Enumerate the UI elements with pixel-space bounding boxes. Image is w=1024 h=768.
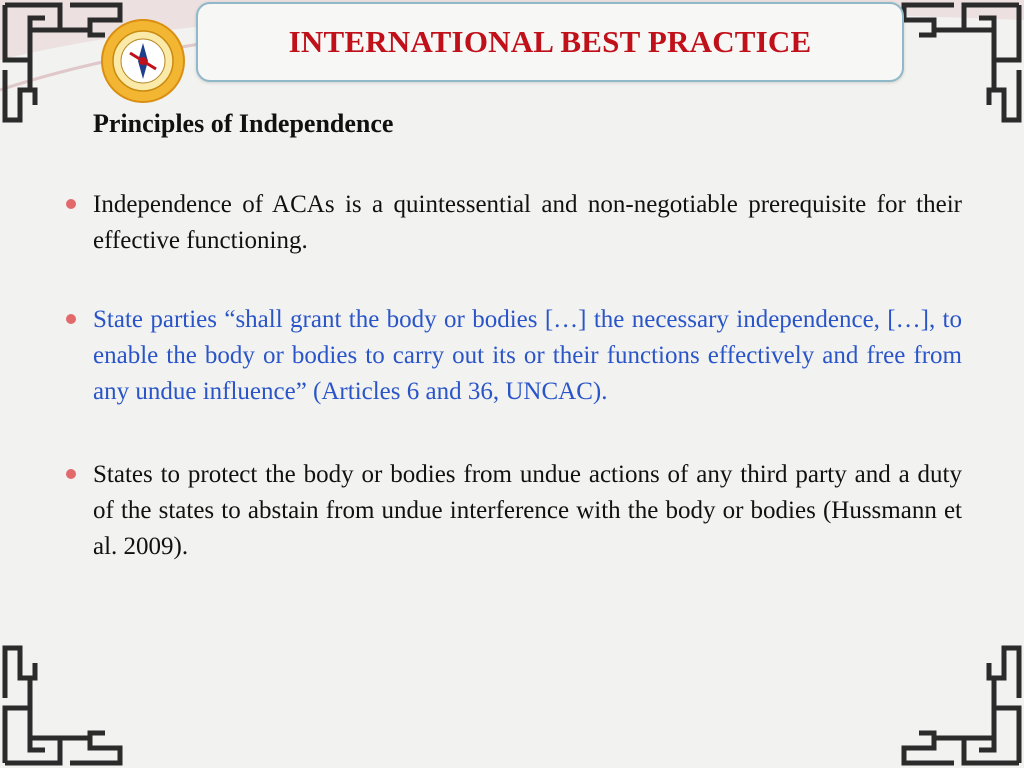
title-box [196,2,904,82]
corner-ornament-bottom-left [0,638,130,768]
corner-ornament-bottom-right [894,638,1024,768]
bullet-item [62,302,962,410]
bullet-dot-icon [66,199,76,209]
bullet-text: States to protect the body or bodies from undue actions of any third party and a duty of the states to abstain from undue interference with the body or bodies (Hussmann et al. 2009). [93,461,962,560]
bullet-item [62,457,962,565]
bullet-text: Independence of ACAs is a quintessential and non-negotiable prerequisite for their effective functioning. [93,191,962,254]
slide-content [62,104,962,565]
bullet-item [62,187,962,259]
bullet-dot-icon [66,314,76,324]
emblem-logo-icon [100,18,186,104]
slide-title: INTERNATIONAL BEST PRACTICE [288,24,812,59]
bullet-dot-icon [66,469,76,479]
section-subtitle: Principles of Independence [93,109,394,138]
bullet-text-quote: State parties “shall grant the body or bodies […] the necessary independence, […], to enable the body or bodies to carry out its or their functions effectively and free from any undue influence” (Articles 6 and 36, UNCAC). [93,306,962,405]
